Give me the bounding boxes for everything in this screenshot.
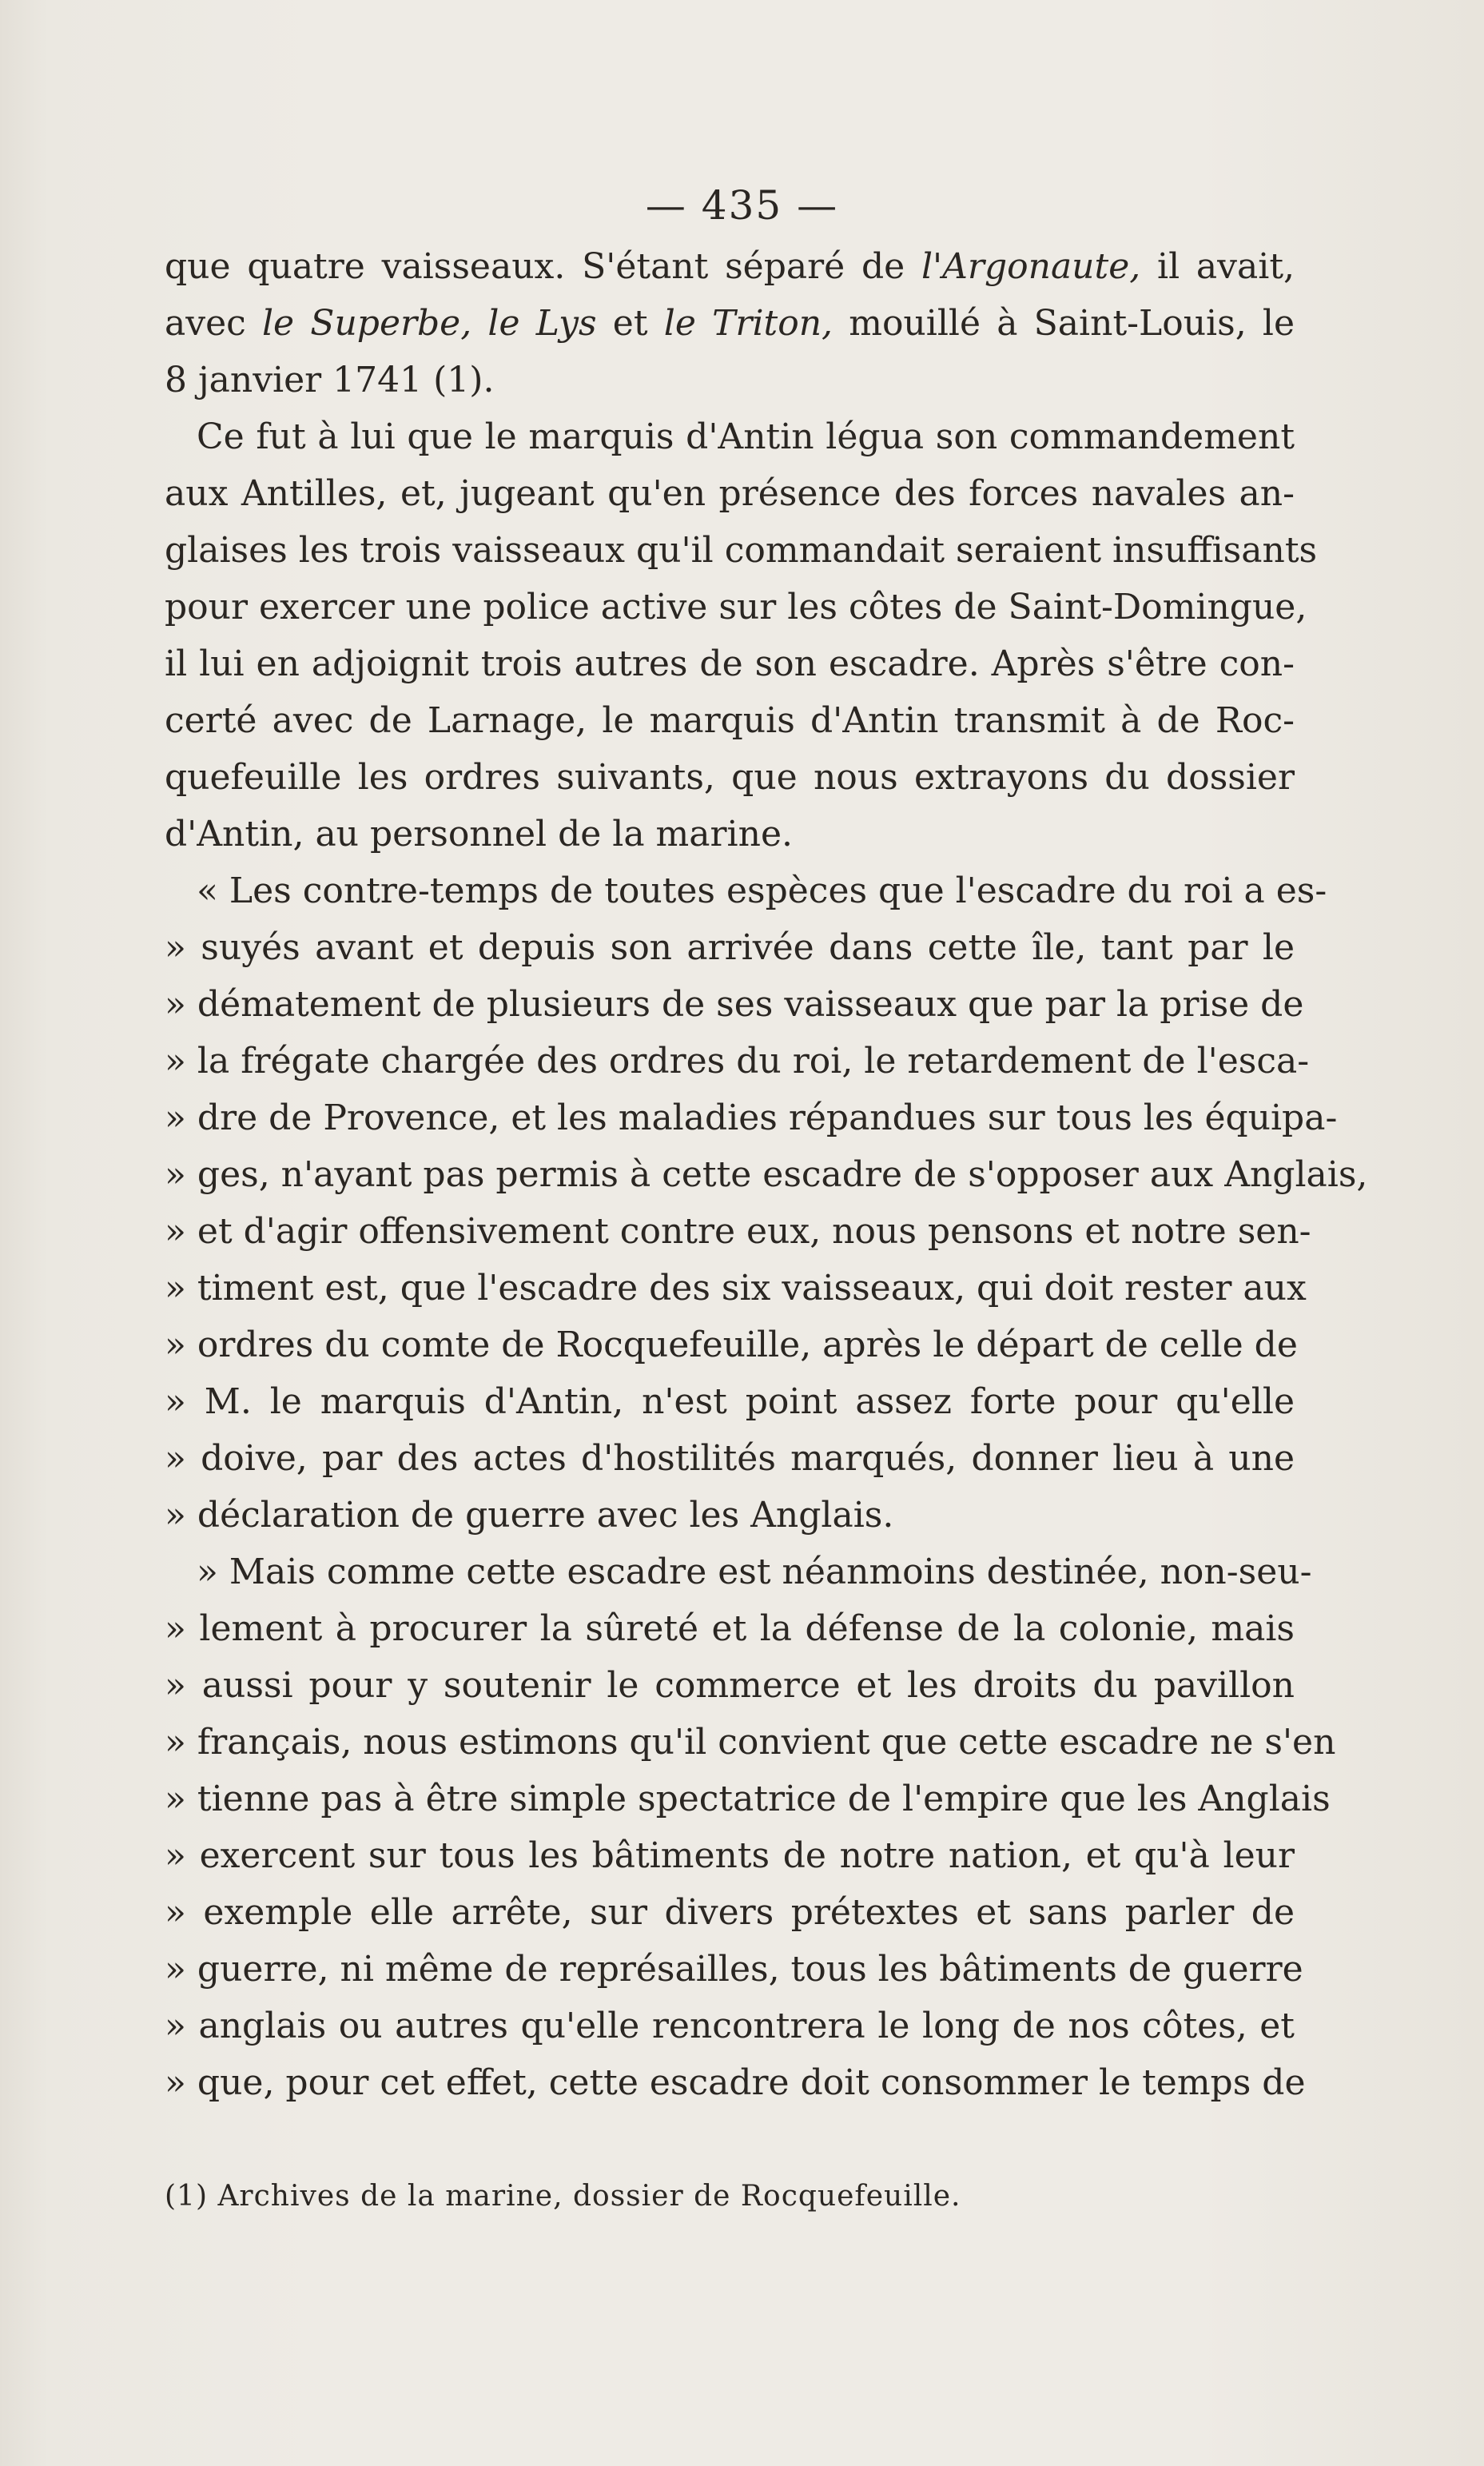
text-segment: mouillé à Saint-Louis, le bbox=[833, 303, 1295, 344]
text-line bbox=[165, 579, 1307, 635]
text-segment: » ordres du comte de Rocquefeuille, après le départ de celle de bbox=[165, 1325, 1298, 1365]
text-segment: Ce fut à lui que le marquis d'Antin légua son commandement bbox=[197, 416, 1295, 457]
text-line bbox=[165, 408, 1295, 465]
text-segment: et bbox=[596, 303, 664, 344]
text-segment: » et d'agir offensivement contre eux, nous pensons et notre sen- bbox=[165, 1211, 1311, 1252]
text-line bbox=[165, 2054, 1306, 2111]
text-line bbox=[165, 976, 1304, 1033]
text-segment: » dématement de plusieurs de ses vaisseaux que par la prise de bbox=[165, 984, 1304, 1025]
text-segment: » aussi pour y soutenir le commerce et les droits du pavillon bbox=[165, 1665, 1295, 1706]
text-segment: pour exercer une police active sur les côtes de Saint-Domingue, bbox=[165, 587, 1307, 627]
text-line bbox=[165, 238, 1295, 295]
text-line bbox=[165, 1657, 1295, 1714]
text-segment: » M. le marquis d'Antin, n'est point assez forte pour qu'elle bbox=[165, 1381, 1295, 1422]
text-segment: » doive, par des actes d'hostilités marqués, donner lieu à une bbox=[165, 1438, 1295, 1479]
italic-text: le Superbe, le Lys bbox=[261, 303, 597, 344]
text-line bbox=[165, 1998, 1295, 2054]
text-line bbox=[165, 1317, 1298, 1373]
text-line bbox=[165, 1771, 1331, 1827]
text-line bbox=[165, 1544, 1312, 1600]
text-line bbox=[165, 465, 1295, 522]
body-text bbox=[165, 238, 1368, 2111]
text-line bbox=[165, 1260, 1307, 1317]
text-line bbox=[165, 1884, 1295, 1941]
text-segment: » lement à procurer la sûreté et la défense de la colonie, mais bbox=[165, 1608, 1295, 1649]
text-line bbox=[165, 806, 1295, 863]
text-segment: glaises les trois vaisseaux qu'il commandait seraient insuffisants bbox=[165, 530, 1318, 571]
text-line bbox=[165, 1430, 1295, 1487]
text-line bbox=[165, 522, 1318, 579]
text-segment: » déclaration de guerre avec les Anglais. bbox=[165, 1495, 894, 1536]
page-number: — 435 — bbox=[645, 182, 839, 229]
text-line bbox=[165, 635, 1295, 692]
text-segment: » Mais comme cette escadre est néanmoins destinée, non-seu- bbox=[197, 1552, 1312, 1592]
text-segment: » anglais ou autres qu'elle rencontrera le long de nos côtes, et bbox=[165, 2006, 1295, 2046]
text-segment: » exemple elle arrête, sur divers prétextes et sans parler de bbox=[165, 1892, 1295, 1933]
italic-text: l'Argonaute, bbox=[921, 246, 1141, 287]
text-segment: d'Antin, au personnel de la marine. bbox=[165, 814, 793, 855]
text-line bbox=[165, 1487, 1295, 1544]
text-segment: 8 janvier 1741 (1). bbox=[165, 360, 495, 400]
text-segment: » suyés avant et depuis son arrivée dans cette île, tant par le bbox=[165, 927, 1295, 968]
italic-text: le Triton, bbox=[663, 303, 834, 344]
text-segment: » que, pour cet effet, cette escadre doit consommer le temps de bbox=[165, 2062, 1306, 2103]
text-segment: » guerre, ni même de représailles, tous les bâtiments de guerre bbox=[165, 1949, 1303, 1990]
text-segment: » tienne pas à être simple spectatrice de l'empire que les Anglais bbox=[165, 1779, 1331, 1819]
text-line bbox=[165, 1033, 1310, 1090]
text-line bbox=[165, 295, 1295, 352]
footnote: (1) Archives de la marine, dossier de Rocquefeuille. bbox=[165, 2180, 961, 2213]
text-line bbox=[165, 1714, 1336, 1771]
text-line bbox=[165, 1203, 1311, 1260]
text-segment: » dre de Provence, et les maladies répandues sur tous les équipa- bbox=[165, 1098, 1338, 1138]
text-line bbox=[165, 1600, 1295, 1657]
text-line bbox=[165, 749, 1295, 806]
text-line bbox=[165, 1146, 1368, 1203]
text-segment: que quatre vaisseaux. S'étant séparé de bbox=[165, 246, 921, 287]
text-line bbox=[165, 919, 1295, 976]
text-segment: » ges, n'ayant pas permis à cette escadre de s'opposer aux Anglais, bbox=[165, 1154, 1368, 1195]
text-segment: » timent est, que l'escadre des six vaisseaux, qui doit rester aux bbox=[165, 1268, 1307, 1309]
text-segment: avec bbox=[165, 303, 262, 344]
text-segment: « Les contre-temps de toutes espèces que l'escadre du roi a es- bbox=[197, 870, 1327, 911]
text-line bbox=[165, 692, 1295, 749]
text-line bbox=[165, 1941, 1303, 1998]
text-segment: » exercent sur tous les bâtiments de notre nation, et qu'à leur bbox=[165, 1835, 1295, 1876]
text-line bbox=[165, 863, 1327, 919]
text-segment: certé avec de Larnage, le marquis d'Antin transmit à de Roc- bbox=[165, 700, 1295, 741]
text-line bbox=[165, 1090, 1338, 1146]
text-segment: » la frégate chargée des ordres du roi, le retardement de l'esca- bbox=[165, 1041, 1310, 1082]
text-segment: » français, nous estimons qu'il convient que cette escadre ne s'en bbox=[165, 1722, 1336, 1763]
text-line bbox=[165, 352, 1295, 408]
text-segment: il lui en adjoignit trois autres de son escadre. Après s'être con- bbox=[165, 643, 1295, 684]
text-line bbox=[165, 1373, 1295, 1430]
text-segment: aux Antilles, et, jugeant qu'en présence des forces navales an- bbox=[165, 473, 1295, 514]
text-segment: il avait, bbox=[1140, 246, 1295, 287]
text-line bbox=[165, 1827, 1295, 1884]
text-segment: quefeuille les ordres suivants, que nous extrayons du dossier bbox=[165, 757, 1295, 798]
